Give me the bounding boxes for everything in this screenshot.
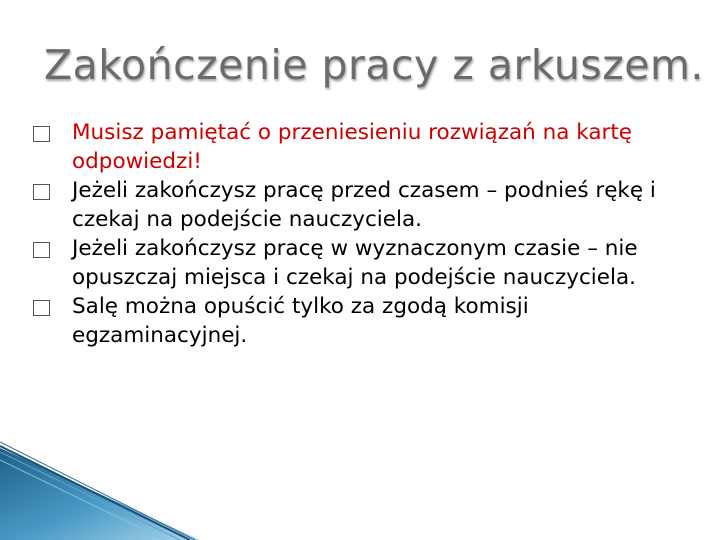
bullet-box-icon [33, 126, 50, 142]
bullet-item [30, 176, 670, 234]
bullet-list [30, 118, 670, 350]
bullet-item [30, 234, 670, 292]
bullet-box-icon [33, 300, 50, 316]
corner-wave-decoration [0, 440, 720, 540]
slide-title: Zakończenie pracy z arkuszem. [44, 41, 704, 89]
bullet-item [30, 118, 670, 176]
bullet-text: Salę można opuścić tylko za zgodą komisji egzaminacyjnej. [72, 294, 529, 348]
bullet-item [30, 292, 670, 350]
bullet-text: Jeżeli zakończysz pracę przed czasem – podnieś rękę i czekaj na podejście nauczyciela. [72, 178, 656, 232]
bullet-text: Jeżeli zakończysz pracę w wyznaczonym czasie – nie opuszczaj miejsca i czekaj na podejście nauczyciela. [72, 236, 638, 290]
bullet-box-icon [33, 242, 50, 258]
bullet-box-icon [33, 184, 50, 200]
bullet-text: Musisz pamiętać o przeniesieniu rozwiązań na kartę odpowiedzi! [72, 120, 633, 174]
